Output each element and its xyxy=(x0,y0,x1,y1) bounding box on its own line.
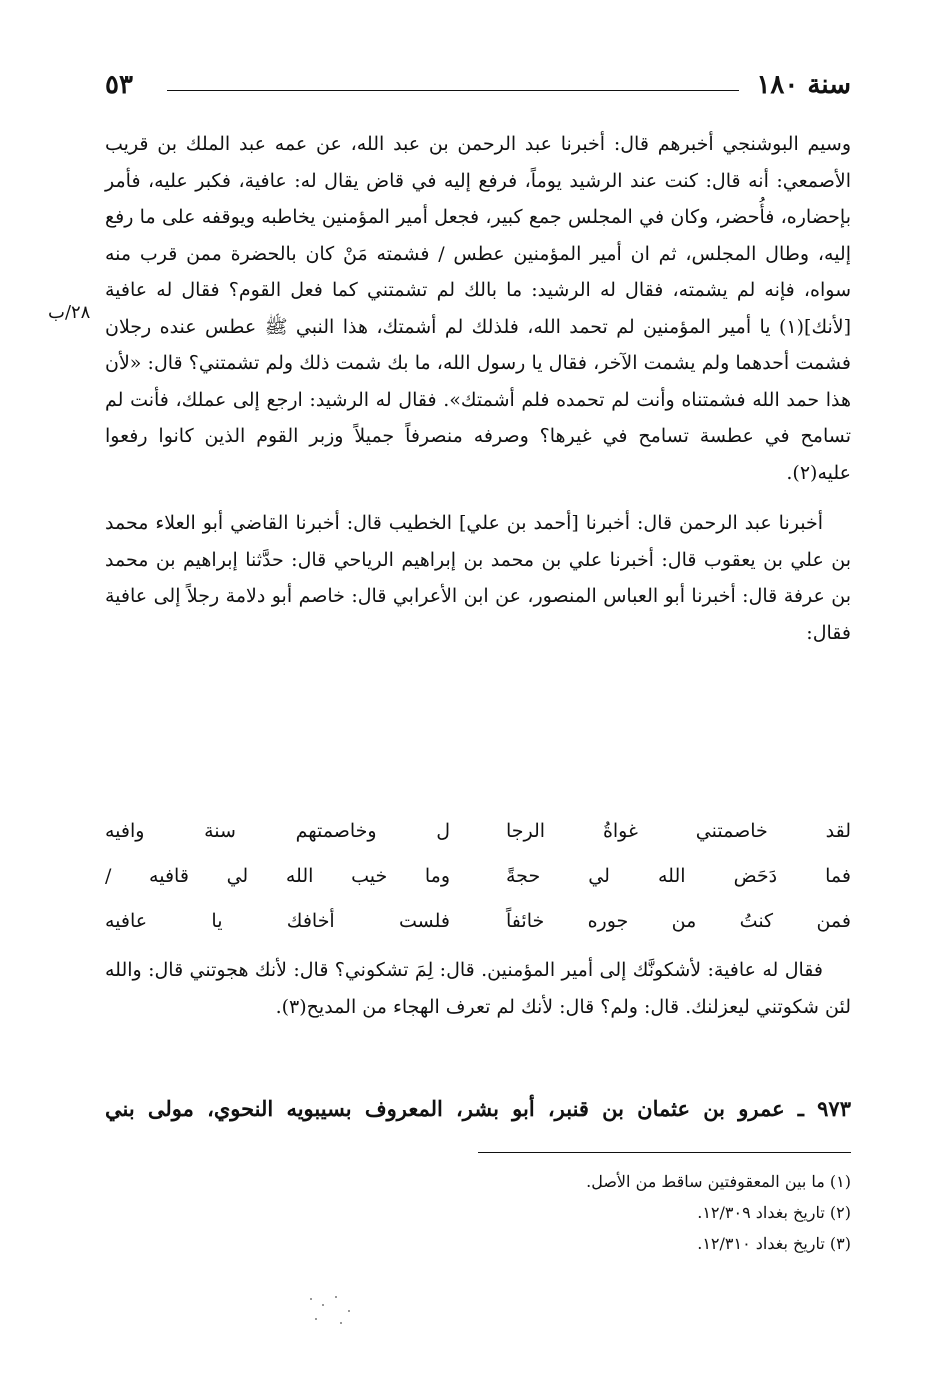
verse-first-hemistich: فما دَحَض الله لي حجةً xyxy=(506,864,851,887)
header-rule xyxy=(167,90,739,91)
footnotes xyxy=(478,1166,851,1259)
running-title: سنة ١٨٠ xyxy=(756,70,851,100)
after-poem-text xyxy=(105,952,851,1025)
verse xyxy=(105,853,851,898)
page-number: ٥٣ xyxy=(105,70,133,100)
paragraph: وسيم البوشنجي أخبرهم قال: أخبرنا عبد الرحمن بن عبد الله، عن عمه عبد الملك بن قريب الأصمعي: أنه قال: كنت عند الرشيد يوماً، فرفع إليه في قاض يقال له: عافية، فكبر عليه، فأمر بإحضاره، فأُحضر، وكان في المجلس جمع كبير، فجعل أمير المؤمنين يخاطبه ويوقفه على ما رفع إليه، وطال المجلس، ثم ان أمير المؤمنين عطس / فشمته مَنْ كان بالحضرة ممن قرب منه سواه، فإنه لم يشمته، فقال له الرشيد: ما بالك لم تشمتني كما فعل القوم؟ فقال له عافية [لأنك](١) يا أمير المؤمنين لم تحمد الله، فلذلك لم أشمتك، هذا النبي ﷺ عطس عنده رجلان فشمت أحدهما ولم يشمت الآخر، فقال يا رسول الله، ما بك شمت ذلك ولم تشمتني؟ قال: «لأن هذا حمد الله فشمتناه وأنت لم تحمده فلم أشمتك». فقال له الرشيد: ارجع إلى عملك، فأنت لم تسامح في عطسة تسامح في غيرها؟ وصرفه منصرفاً جميلاً وزبر القوم الذين كانوا رفعوا عليه(٢). xyxy=(105,133,851,484)
verse-second-hemistich: ل وخاصمتهم سنة وافيه xyxy=(105,819,450,842)
footnote: (١) ما بين المعقوفتين ساقط من الأصل. xyxy=(586,1172,851,1191)
verse-first-hemistich: لقد خاصمتني غواةُ الرجا xyxy=(506,819,851,842)
verse-second-hemistich: فلست أخافك يا عافيه xyxy=(105,909,450,932)
page-header xyxy=(105,66,851,106)
poem xyxy=(105,808,851,943)
footnote-rule xyxy=(478,1152,851,1153)
verse xyxy=(105,898,851,943)
footnote: (٢) تاريخ بغداد ١٢/٣٠٩. xyxy=(697,1203,851,1222)
scan-specks xyxy=(300,1290,370,1330)
main-text xyxy=(105,126,851,651)
entry-heading: ٩٧٣ ـ عمرو بن عثمان بن قنبر، أبو بشر، المعروف بسيبويه النحوي، مولى بني xyxy=(105,1096,851,1121)
paragraph: فقال له عافية: لأشكونَّك إلى أمير المؤمنين. قال: لِمَ تشكوني؟ قال: لأنك هجوتني قال: والله لئن شكوتني ليعزلنك. قال: ولم؟ قال: لأنك لم تعرف الهجاء من المديح(٣). xyxy=(105,959,851,1018)
verse-second-hemistich: وما خيب الله لي قافيه / xyxy=(105,864,450,887)
margin-folio-note: ٢٨/ب xyxy=(48,302,91,323)
verse xyxy=(105,808,851,853)
footnote: (٣) تاريخ بغداد ١٢/٣١٠. xyxy=(697,1234,851,1253)
verse-first-hemistich: فمن كنتُ من جوره خائفاً xyxy=(506,909,851,932)
paragraph: أخبرنا عبد الرحمن قال: أخبرنا [أحمد بن علي] الخطيب قال: أخبرنا القاضي أبو العلاء محمد بن علي بن يعقوب قال: أخبرنا علي بن محمد بن إبراهيم الرياحي قال: حدَّثنا إبراهيم بن محمد بن عرفة قال: أخبرنا أبو العباس المنصور، عن ابن الأعرابي قال: خاصم أبو دلامة رجلاً إلى عافية فقال: xyxy=(105,512,851,644)
